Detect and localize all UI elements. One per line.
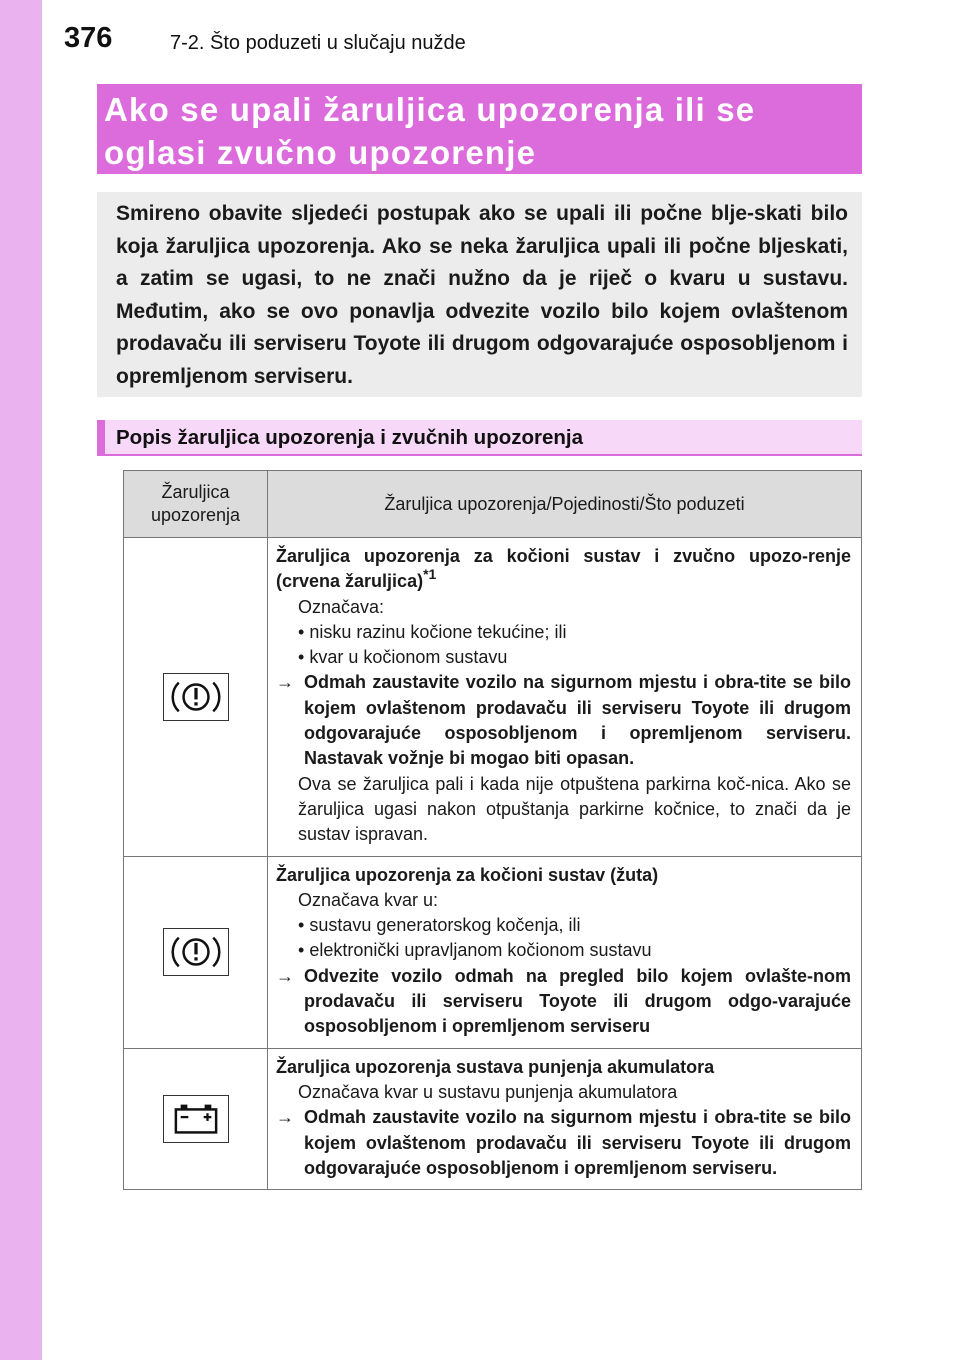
page-number: 376	[64, 22, 113, 54]
subheading: Popis žaruljica upozorenja i zvučnih upozorenja	[116, 426, 584, 449]
indicates-text: Označava kvar u:	[298, 889, 439, 910]
description-cell	[268, 1048, 862, 1189]
bullet-item: • elektronički upravljanom kočionom sustavu	[298, 940, 652, 961]
table-row	[124, 856, 862, 1048]
icon-cell	[124, 1048, 268, 1189]
footnote-marker: *1	[423, 566, 437, 583]
arrow-icon: →	[276, 1107, 294, 1128]
row-title: Žaruljica upozorenja sustava punjenja akumulatora	[276, 1056, 715, 1077]
indicates-text: Označava kvar u sustavu punjenja akumulatora	[298, 1081, 678, 1102]
brake-system-icon	[163, 928, 229, 976]
battery-charge-icon	[163, 1095, 229, 1143]
note-text: Ova se žaruljica pali i kada nije otpuštena parkirna koč-nica. Ako se žaruljica ugasi nakon otpuštanja parkirne kočnice, to znači da je sustav ispravan.	[298, 773, 851, 845]
row-title: Žaruljica upozorenja za kočioni sustav (žuta)	[276, 864, 659, 885]
intro-text: Smireno obavite sljedeći postupak ako se upali ili počne blje-skati bilo koja žaruljica upozorenja. Ako se neka žaruljica upali ili počne bljeskati, a zatim se ugasi, to ne znači nužno da je riječ o kvaru u sustavu. Međutim, ako se ovo ponavlja odvezite vozilo bilo kojem ovlaštenom prodavaču ili serviseru Toyote ili drugom odgovarajuće osposobljenom i opremljenom serviseru.	[116, 202, 848, 388]
row-title: Žaruljica upozorenja za kočioni sustav i zvučno upozo-renje (crvena žaruljica)$^{*1}$	[276, 546, 851, 592]
icon-cell	[124, 538, 268, 857]
bullet-item: • nisku razinu kočione tekućine; ili	[298, 621, 567, 642]
bullet-item: • sustavu generatorskog kočenja, ili	[298, 915, 581, 936]
arrow-icon: →	[276, 672, 294, 693]
warning-lights-table	[123, 470, 862, 1190]
action-text: → Odmah zaustavite vozilo na sigurnom mjestu i obra-tite se bilo kojem ovlaštenom prodavaču ili serviseru Toyote ili drugom odgovarajuće osposobljenom i opremljenom serviseru.	[276, 1107, 851, 1178]
brake-warning-icon	[163, 673, 229, 721]
bullet-item: • kvar u kočionom sustavu	[298, 647, 508, 668]
table-row	[124, 538, 862, 857]
header-details: Žaruljica upozorenja/Pojedinosti/Što poduzeti	[268, 471, 862, 538]
page-heading: Ako se upali žaruljica upozorenja ili se oglasi zvučno upozorenje	[104, 91, 756, 171]
table-header-row	[124, 471, 862, 538]
header-warning-light: Žaruljica upozorenja	[124, 471, 268, 538]
section-title: 7-2. Što poduzeti u slučaju nužde	[170, 32, 466, 54]
action-text: → Odvezite vozilo odmah na pregled bilo kojem ovlašte-nom prodavaču ili serviseru Toyote ili drugom odgo-varajuće osposobljenom i opremljenom serviseru	[276, 965, 851, 1037]
table-row	[124, 1048, 862, 1189]
action-text: → Odmah zaustavite vozilo na sigurnom mjestu i obra-tite se bilo kojem ovlaštenom prodavaču ili serviseru Toyote ili drugom odgovarajuće osposobljenom i opremljenom serviseru. Nastavak vožnje bi mogao biti opasan.	[276, 672, 851, 769]
chapter-side-band	[0, 0, 42, 1360]
icon-cell	[124, 856, 268, 1048]
description-cell	[268, 856, 862, 1048]
indicates-text: Označava:	[298, 596, 385, 617]
arrow-icon: →	[276, 965, 294, 986]
description-cell	[268, 538, 862, 857]
